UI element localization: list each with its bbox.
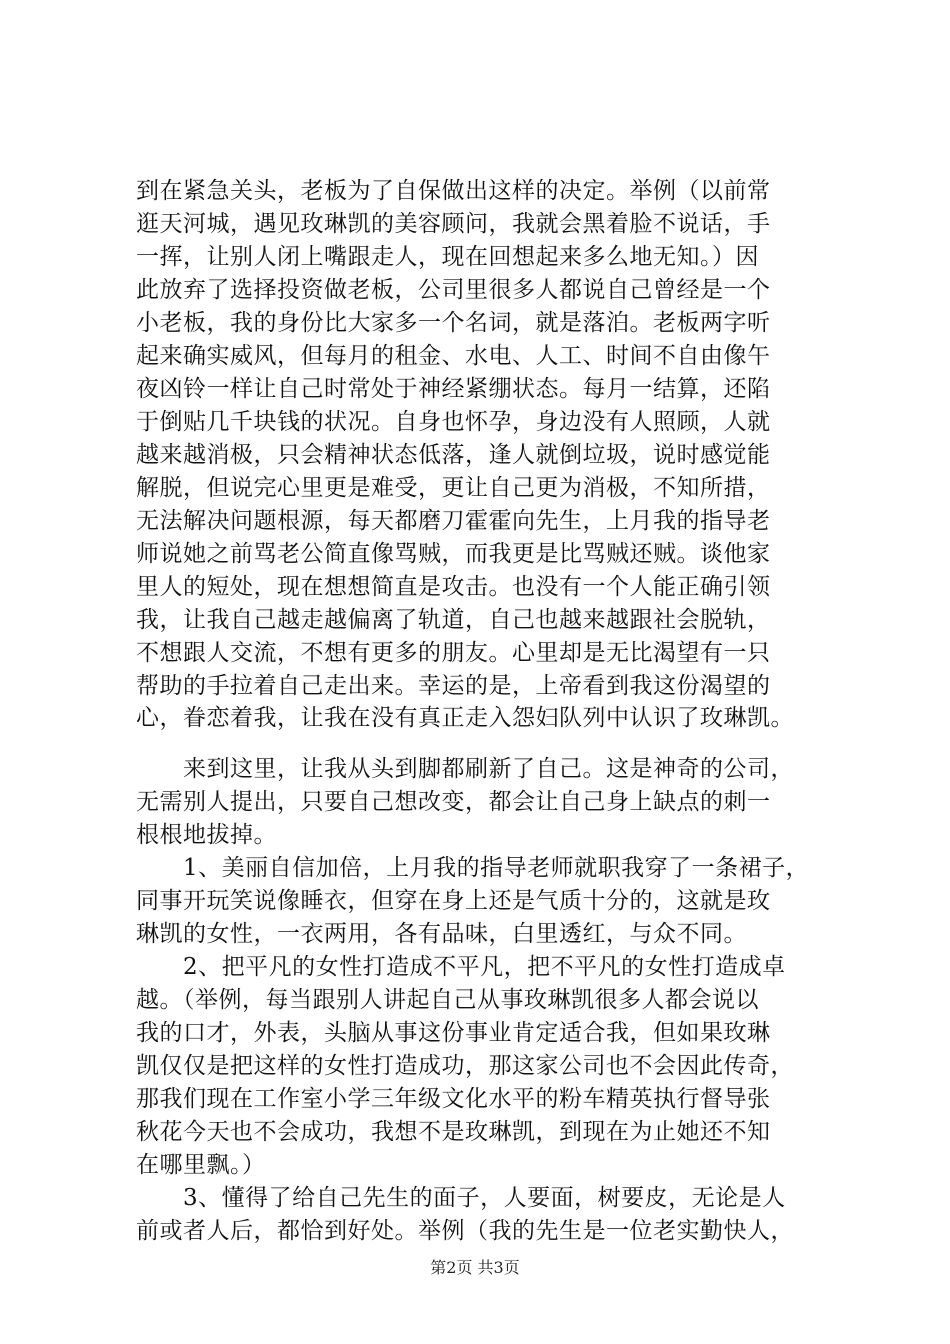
text-line: 师说她之前骂老公简直像骂贼，而我更是比骂贼还贼。谈他家: [136, 541, 771, 567]
text-line: 于倒贴几千块钱的状况。自身也怀孕，身边没有人照顾，人就: [136, 409, 771, 435]
text-line: 前或者人后，都恰到好处。举例（我的先生是一位老实勤快人，: [136, 1218, 794, 1244]
text-line: 起来确实威风，但每月的租金、水电、人工、时间不自由像午: [136, 343, 771, 369]
text-line: 逛天河城，遇见玫琳凯的美容顾问，我就会黑着脸不说话，手: [136, 211, 771, 237]
text-line: 里人的短处，现在想想简直是攻击。也没有一个人能正确引领: [136, 574, 771, 600]
text-line: 2、把平凡的女性打造成不平凡，把不平凡的女性打造成卓: [136, 954, 786, 980]
text-line: 来到这里，让我从头到脚都刷新了自己。这是神奇的公司，: [136, 756, 794, 782]
text-line: 凯仅仅是把这样的女性打造成功，那这家公司也不会因此传奇，: [136, 1053, 794, 1079]
page-number-footer: 第2页 共3页: [430, 1258, 520, 1277]
text-line: 到在紧急关头，老板为了自保做出这样的决定。举例（以前常: [136, 178, 771, 204]
text-line: 3、懂得了给自己先生的面子，人要面，树要皮，无论是人: [136, 1185, 786, 1211]
text-line: 根根地拔掉。: [136, 822, 277, 848]
text-line: 不想跟人交流，不想有更多的朋友。心里却是无比渴望有一只: [136, 640, 771, 666]
text-line: 心，眷恋着我，让我在没有真正走入怨妇队列中认识了玫琳凯。: [136, 705, 794, 731]
text-line: 无需别人提出，只要自己想改变，都会让自己身上缺点的刺一: [136, 789, 771, 815]
text-line: 秋花今天也不会成功，我想不是玫琳凯，到现在为止她还不知: [136, 1119, 771, 1145]
text-line: 夜凶铃一样让自己时常处于神经紧绷状态。每月一结算，还陷: [136, 376, 771, 402]
text-line: 一挥，让别人闭上嘴跟走人，现在回想起来多么地无知。）因: [136, 244, 759, 270]
text-line: 我，让我自己越走越偏离了轨道，自己也越来越跟社会脱轨，: [136, 607, 771, 633]
text-line: 那我们现在工作室小学三年级文化水平的粉车精英执行督导张: [136, 1086, 771, 1112]
text-line: 同事开玩笑说像睡衣，但穿在身上还是气质十分的，这就是玫: [136, 888, 771, 914]
text-line: 1、美丽自信加倍，上月我的指导老师就职我穿了一条裙子，: [136, 855, 810, 881]
text-line: 解脱，但说完心里更是难受，更让自己更为消极，不知所措，: [136, 475, 771, 501]
text-line: 琳凯的女性，一衣两用，各有品味，白里透红，与众不同。: [136, 921, 747, 947]
text-line: 越来越消极，只会精神状态低落，逢人就倒垃圾，说时感觉能: [136, 442, 771, 468]
text-line: 此放弃了选择投资做老板，公司里很多人都说自己曾经是一个: [136, 277, 771, 303]
text-line: 帮助的手拉着自己走出来。幸运的是，上帝看到我这份渴望的: [136, 673, 771, 699]
text-line: 在哪里飘。）: [136, 1152, 266, 1178]
text-line: 小老板，我的身份比大家多一个名词，就是落泊。老板两字听: [136, 310, 771, 336]
text-line: 我的口才，外表，头脑从事这份事业肯定适合我，但如果玫琳: [136, 1020, 771, 1046]
text-line: 越。（举例，每当跟别人讲起自己从事玫琳凯很多人都会说以: [136, 987, 759, 1013]
text-line: 无法解决问题根源，每天都磨刀霍霍向先生，上月我的指导老: [136, 508, 771, 534]
